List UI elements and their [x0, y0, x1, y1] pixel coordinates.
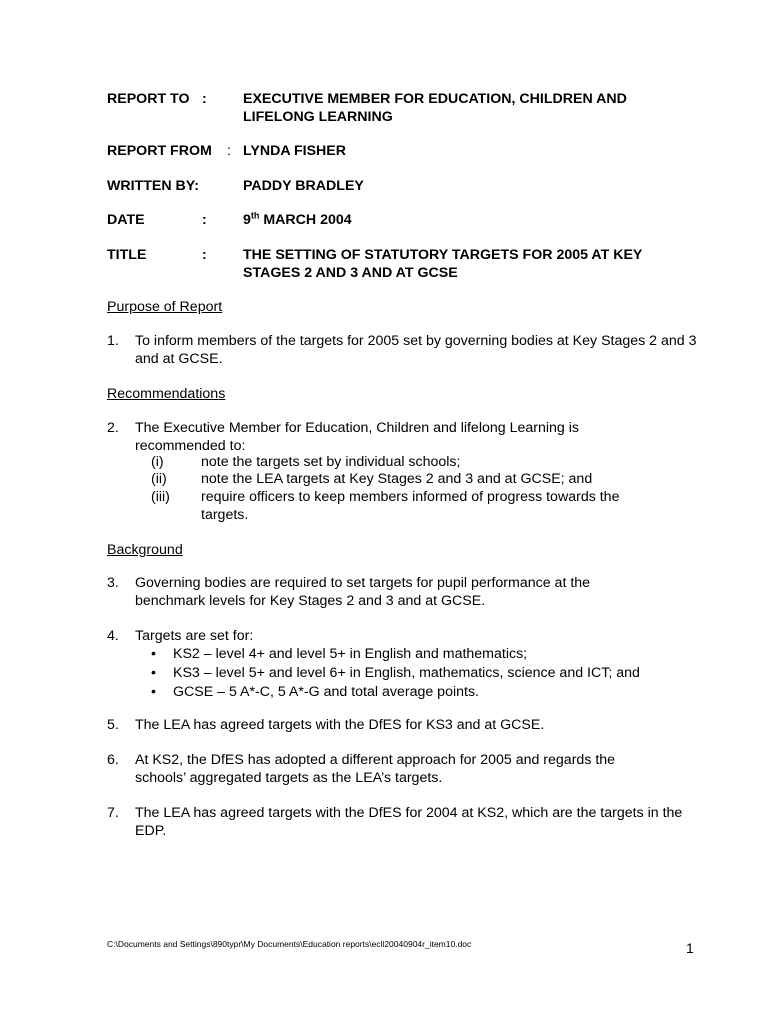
paragraph-3 — [107, 575, 637, 610]
written-by-label: WRITTEN BY: — [107, 178, 199, 194]
paragraph-text: Governing bodies are required to set targets for pupil performance at the benchmark levels for Key Stages 2 and 3 and at GCSE. — [135, 575, 591, 609]
paragraph-number: 4. — [107, 628, 119, 644]
recommendation-number: (iii) — [151, 489, 170, 505]
paragraph-4 — [107, 628, 697, 646]
recommendation-number: (ii) — [151, 471, 167, 487]
page-number: 1 — [686, 940, 694, 956]
section-purpose-heading: Purpose of Report — [107, 299, 223, 315]
report-from-value: LYNDA FISHER — [243, 143, 347, 159]
target-bullet — [151, 645, 691, 664]
paragraph-text: Targets are set for: — [135, 628, 254, 644]
paragraph-number: 6. — [107, 752, 119, 768]
target-bullet — [151, 664, 691, 683]
date-rest: MARCH 2004 — [259, 212, 352, 228]
bullet-icon: • — [151, 665, 156, 681]
recommendation-item — [151, 454, 691, 472]
recommendation-item — [151, 471, 691, 489]
paragraph-6 — [107, 752, 667, 787]
bullet-icon: • — [151, 684, 156, 700]
footer-file-path: C:\Documents and Settings\890typr\My Documents\Education reports\ecll20040904r_item10.doc — [107, 939, 472, 949]
recommendation-text: note the LEA targets at Key Stages 2 and 3 and at GCSE; and — [201, 471, 593, 487]
paragraph-text: The LEA has agreed targets with the DfES for 2004 at KS2, which are the targets in the EDP. — [135, 805, 683, 839]
report-to-value: EXECUTIVE MEMBER FOR EDUCATION, CHILDREN AND LIFELONG LEARNING — [243, 91, 627, 125]
title-value: THE SETTING OF STATUTORY TARGETS FOR 2005 AT KEY STAGES 2 AND 3 AND AT GCSE — [243, 247, 643, 281]
bullet-text: KS3 – level 5+ and level 6+ in English, mathematics, science and ICT; and — [173, 665, 640, 681]
title-colon: : — [202, 247, 207, 263]
paragraph-text: The Executive Member for Education, Children and lifelong Learning is recommended to: — [135, 420, 579, 454]
date-colon: : — [202, 212, 207, 228]
paragraph-1 — [107, 333, 697, 368]
written-by-value: PADDY BRADLEY — [243, 178, 364, 194]
recommendation-item — [151, 489, 661, 524]
date-value — [243, 211, 693, 229]
title-label: TITLE — [107, 247, 147, 263]
report-to-label: REPORT TO — [107, 91, 190, 107]
paragraph-text: At KS2, the DfES has adopted a different approach for 2005 and regards the schools’ aggregated targets as the LEA’s targets. — [135, 752, 616, 786]
paragraph-number: 3. — [107, 575, 119, 591]
section-recommendations-heading: Recommendations — [107, 386, 226, 402]
paragraph-text: The LEA has agreed targets with the DfES for KS3 and at GCSE. — [135, 717, 545, 733]
bullet-text: GCSE – 5 A*-C, 5 A*-G and total average points. — [173, 684, 479, 700]
report-from-colon: : — [227, 143, 231, 159]
paragraph-number: 5. — [107, 717, 119, 733]
section-background-heading: Background — [107, 542, 183, 558]
recommendation-number: (i) — [151, 454, 164, 470]
paragraph-5 — [107, 717, 697, 735]
report-to-colon: : — [202, 91, 207, 107]
paragraph-number: 1. — [107, 333, 119, 349]
paragraph-number: 2. — [107, 420, 119, 436]
paragraph-number: 7. — [107, 805, 119, 821]
date-suffix: th — [250, 210, 260, 221]
paragraph-2 — [107, 420, 637, 455]
bullet-icon: • — [151, 646, 156, 662]
recommendation-text: require officers to keep members informed of progress towards the targets. — [201, 489, 620, 523]
paragraph-text: To inform members of the targets for 2005 set by governing bodies at Key Stages 2 and 3 and at GCSE. — [135, 333, 697, 367]
recommendation-text: note the targets set by individual schools; — [201, 454, 461, 470]
target-bullet — [151, 683, 691, 702]
report-from-label: REPORT FROM — [107, 143, 212, 159]
bullet-text: KS2 – level 4+ and level 5+ in English and mathematics; — [173, 646, 528, 662]
paragraph-7 — [107, 805, 697, 840]
date-label: DATE — [107, 212, 145, 228]
date-day: 9 — [243, 212, 251, 228]
